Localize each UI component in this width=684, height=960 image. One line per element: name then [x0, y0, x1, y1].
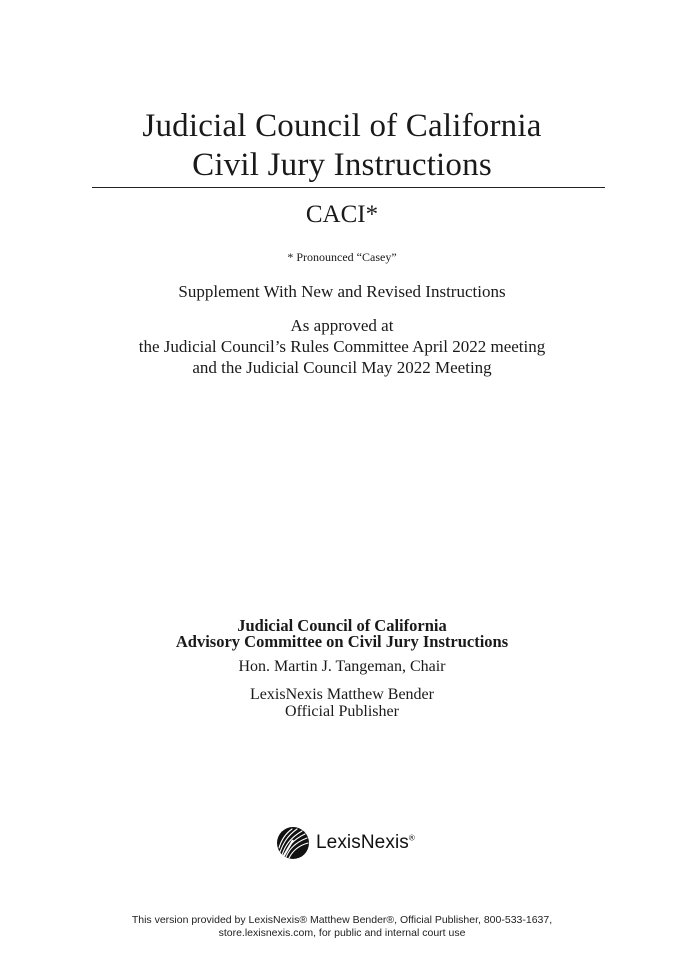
title-divider [92, 187, 605, 188]
lexisnexis-logo [276, 826, 415, 860]
main-title-line-2: Civil Jury Instructions [192, 147, 492, 183]
approval-line-1: As approved at [290, 316, 394, 335]
publisher-line-2: Official Publisher [285, 703, 399, 720]
lexisnexis-knowledge-burst-icon [276, 826, 310, 860]
footer-line-2: store.lexisnexis.com, for public and internal court use [218, 927, 466, 939]
committee-line-2: Advisory Committee on Civil Jury Instructions [175, 632, 509, 651]
committee-chair: Hon. Martin J. Tangeman, Chair [238, 658, 446, 675]
logo-wordmark [316, 832, 415, 854]
acronym-heading: CACI* [305, 201, 379, 228]
footer-line-1: This version provided by LexisNexis® Matthew Bender®, Official Publisher, 800-533-1637, [131, 914, 553, 926]
approval-line-2: the Judicial Council’s Rules Committee April 2022 meeting [138, 337, 546, 356]
approval-line-3: and the Judicial Council May 2022 Meeting [192, 358, 492, 377]
publisher-line-1: LexisNexis Matthew Bender [250, 686, 434, 703]
logo-text: LexisNexis [316, 832, 409, 853]
committee-line-1: Judicial Council of California [237, 616, 447, 635]
pronunciation-footnote: * Pronounced “Casey” [287, 250, 397, 264]
main-title-line-1: Judicial Council of California [142, 108, 542, 144]
supplement-subtitle: Supplement With New and Revised Instructions [178, 282, 506, 301]
logo-registered-mark: ® [408, 833, 415, 843]
